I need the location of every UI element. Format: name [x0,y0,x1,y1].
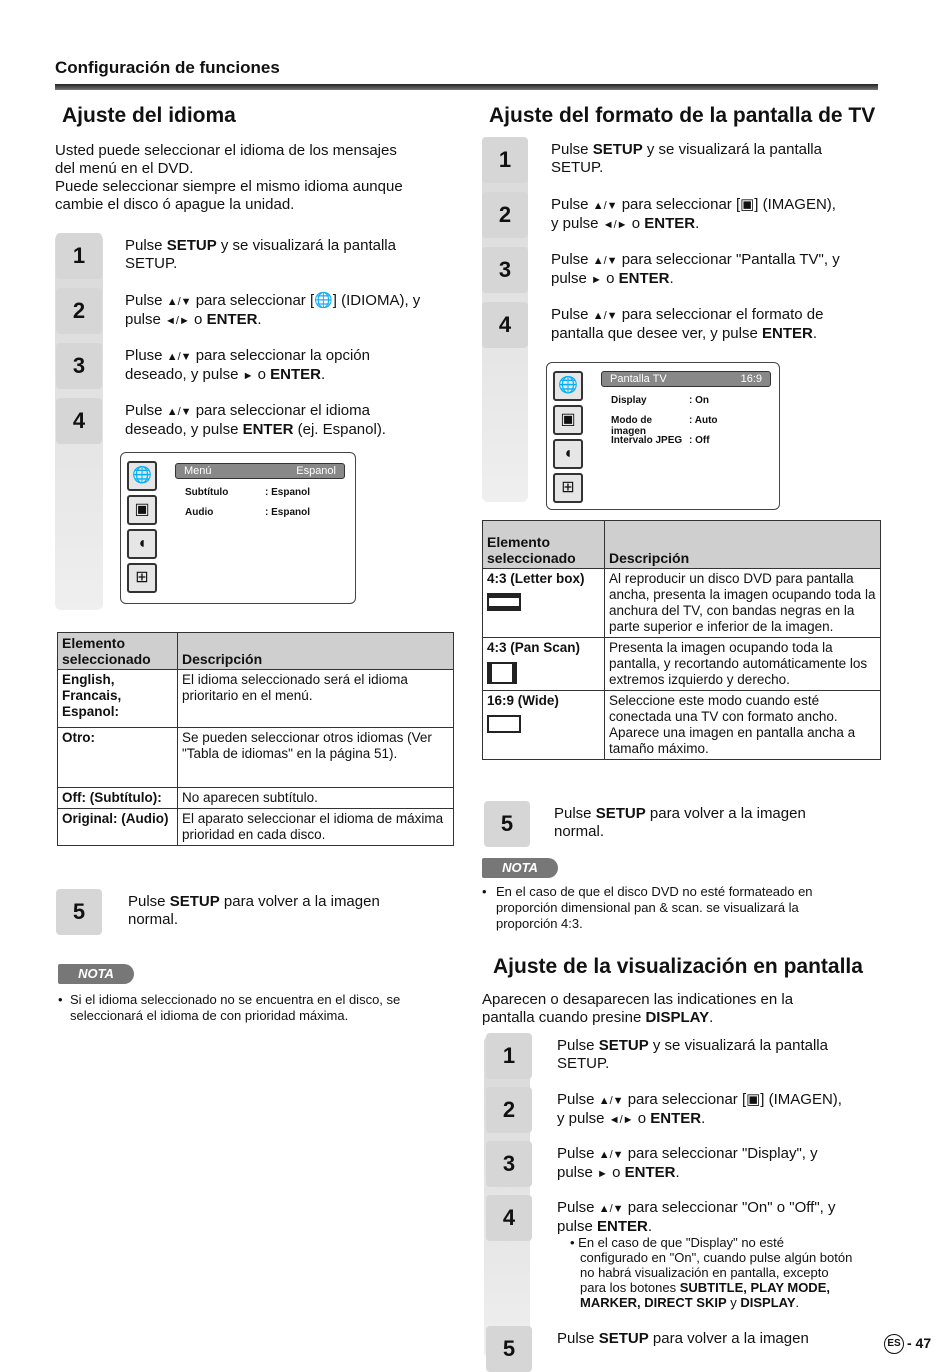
step-number-2: 2 [56,288,102,334]
step-text-4 [125,402,386,439]
step-text-4 [551,306,824,343]
menu-bar-right: Espanol [296,465,336,477]
table-idioma [57,632,454,846]
table-cell [483,569,605,638]
intro-visualizacion [482,991,882,1027]
step-text-5 [557,1330,809,1348]
step-text-2 [557,1091,842,1129]
menu-row-label: Audio [185,507,214,518]
display-sub-note [570,1235,900,1310]
step-text-1 [551,141,822,177]
step-line: deseado, y pulse ► o ENTER. [125,366,326,383]
step-line: SETUP. [557,1055,610,1072]
globe-icon: 🌐 [127,461,157,491]
step-line: Pulse SETUP y se visualizará la pantalla [125,237,396,254]
step-number-3: 3 [486,1141,532,1187]
step-line: Pulse ▲/▼ para seleccionar el idioma [125,402,370,419]
menu-row [185,507,310,518]
step-line: normal. [128,911,179,928]
step-number-5: 5 [56,889,102,935]
step-number-5: 5 [486,1326,532,1372]
table-cell: Se pueden seleccionar otros idiomas (Ver "Tabla de idiomas" en la página 51). [178,728,454,788]
step-number-4: 4 [56,398,102,444]
section-title-idioma: Ajuste del idioma [62,104,236,127]
image-icon: ▣ [553,405,583,435]
note-line: no habrá visualización en pantalla, excepto [580,1265,829,1280]
nota-badge: NOTA [482,858,558,878]
table-row [58,809,454,846]
step-line: Pulse SETUP y se visualizará la pantalla [557,1037,828,1054]
table-cell: Al reproducir un disco DVD para pantalla ancha, presenta la imagen ocupando toda la anchura del TV, con bandas negras en la parte superior e inferior de la imagen. [605,569,881,638]
table-cell-label: 4:3 (Letter box) [487,571,585,586]
note-bullet: • En el caso de que el disco DVD no esté formateado en proporción dimensional pan & scan. se visualizará la proporción 4:3. [482,884,813,931]
step-line: y pulse ◄/► o ENTER. [557,1110,706,1127]
step-line: Pluse ▲/▼ para seleccionar la opción [125,347,370,364]
step-number-1: 1 [56,233,102,279]
menu-screen-idioma [120,452,356,604]
settings-icon: ⊞ [127,563,157,593]
step-text-3 [551,251,840,289]
table-cell [483,638,605,691]
menu-row [611,435,710,446]
table-formato [482,520,881,760]
table-cell: English, Francais, Espanol: [58,670,178,728]
note-line: proporción 4:3. [496,916,583,931]
menu-bar-left: Pantalla TV [610,373,667,385]
table-cell: Presenta la imagen ocupando toda la pantalla, y recortando automáticamente los extremos izquierdo y derecho. [605,638,881,691]
step-number-3: 3 [482,247,528,293]
step-text-1 [557,1037,828,1073]
table-header: Descripción [605,521,881,569]
image-icon: ▣ [127,495,157,525]
table-cell: El idioma seleccionado será el idioma prioritario en el menú. [178,670,454,728]
menu-row-value: : Espanol [265,487,311,498]
menu-bar-right: 16:9 [740,373,762,385]
menu-row [611,395,709,406]
intro-line: del menú en el DVD. [55,160,194,177]
table-row [483,691,881,760]
step-line: Pulse SETUP y se visualizará la pantalla [551,141,822,158]
wide-icon [487,715,600,737]
step-line: Pulse ▲/▼ para seleccionar "Pantalla TV", y [551,251,840,268]
settings-icon: ⊞ [553,473,583,503]
step-number-1: 1 [486,1033,532,1079]
menu-row [611,415,718,437]
note-line: configurado en "On", cuando pulse algún botón [580,1250,853,1265]
step-number-1: 1 [482,137,528,183]
section-title-formato: Ajuste del formato de la pantalla de TV [489,104,876,127]
table-row [483,638,881,691]
nota-badge: NOTA [58,964,134,984]
page-header: Configuración de funciones [55,58,280,77]
step-line: Pulse SETUP para volver a la imagen [557,1330,809,1347]
table-cell: Otro: [58,728,178,788]
step-text-3 [125,347,370,385]
note-line: MARKER, DIRECT SKIP y DISPLAY. [580,1295,800,1310]
menu-row-value: : Espanol [265,507,311,518]
step-line: pantalla que desee ver, y pulse ENTER. [551,325,817,342]
table-header: Descripción [178,633,454,670]
step-text-3 [557,1145,818,1183]
step-text-2 [551,196,836,234]
letterbox-icon [487,593,600,615]
table-header: Elemento seleccionado [58,633,178,670]
step-number-4: 4 [482,302,528,348]
note-idioma [58,992,458,1024]
step-line: Pulse ▲/▼ para seleccionar "Display", y [557,1145,818,1162]
step-line: normal. [554,823,605,840]
table-cell: No aparecen subtítulo. [178,788,454,809]
menu-row-label: Intervalo JPEG [611,435,683,446]
step-line: Pulse ▲/▼ para seleccionar [▣] (IMAGEN), [557,1091,842,1108]
step-line: pulse ◄/► o ENTER. [125,311,262,328]
step-number-2: 2 [482,192,528,238]
step-line: Pulse ▲/▼ para seleccionar [▣] (IMAGEN), [551,196,836,213]
step-line: pulse ► o ENTER. [557,1164,680,1181]
menu-row-value: : On [689,395,709,406]
menu-screen-formato [546,362,780,510]
speaker-icon: ◖ [553,439,583,469]
step-line: Pulse ▲/▼ para seleccionar el formato de [551,306,824,323]
intro-line: pantalla cuando presine DISPLAY. [482,1009,714,1026]
intro-line: Puede seleccionar siempre el mismo idioma aunque [55,178,403,195]
note-line: Si el idioma seleccionado no se encuentra en el disco, se [70,992,401,1007]
panscan-icon [487,662,600,688]
menu-row-label: Modo de imagen [611,415,653,437]
table-row [58,670,454,728]
note-line: para los botones SUBTITLE, PLAY MODE, [580,1280,830,1295]
note-line: • En el caso de que "Display" no esté [570,1235,784,1250]
step-text-2 [125,292,420,330]
menu-row-label: Subtítulo [185,487,229,498]
step-line: Pulse SETUP para volver a la imagen [554,805,806,822]
menu-row-value: : Auto [689,415,718,426]
globe-icon: 🌐 [553,371,583,401]
step-line: SETUP. [125,255,178,272]
intro-line: Usted puede seleccionar el idioma de los mensajes [55,142,397,159]
intro-line: cambie el disco ó apague la unidad. [55,196,295,213]
step-text-1 [125,237,396,273]
table-row [58,788,454,809]
menu-bar-left: Menú [184,465,212,477]
table-cell-label: 16:9 (Wide) [487,693,559,708]
table-cell [483,691,605,760]
table-row [58,728,454,788]
page-number: - 47 [907,1335,932,1351]
intro-idioma [55,142,455,214]
step-line: SETUP. [551,159,604,176]
menu-row-label: Display [611,395,647,406]
table-header: Elemento seleccionado [483,521,605,569]
note-formato [482,884,882,932]
note-line: proporción dimensional pan & scan. se visualizará la [496,900,799,915]
table-cell: El aparato seleccionar el idioma de máxima prioridad en cada disco. [178,809,454,846]
menu-row-value: : Off [689,435,710,446]
step-line: Pulse ▲/▼ para seleccionar [🌐] (IDIOMA), y [125,292,421,309]
menu-title-bar [175,463,345,479]
step-line: pulse ► o ENTER. [551,270,674,287]
step-line: y pulse ◄/► o ENTER. [551,215,700,232]
step-text-5 [128,893,380,929]
step-line: pulse ENTER. [557,1218,653,1235]
step-line: Pulse ▲/▼ para seleccionar "On" o "Off", y [557,1199,836,1216]
table-cell: Original: (Audio) [58,809,178,846]
header-rule [55,84,878,90]
intro-line: Aparecen o desaparecen las indicationes en la [482,991,794,1008]
step-text-4 [557,1199,836,1236]
menu-title-bar [601,371,771,387]
note-bullet: • Si el idioma seleccionado no se encuentra en el disco, se seleccionará el idioma de con prioridad máxima. [58,992,401,1023]
step-number-3: 3 [56,343,102,389]
step-number-4: 4 [486,1195,532,1241]
table-row [483,569,881,638]
section-title-visualizacion: Ajuste de la visualización en pantalla [493,955,863,978]
step-text-5 [554,805,806,841]
menu-row [185,487,310,498]
step-number-5: 5 [484,801,530,847]
speaker-icon: ◖ [127,529,157,559]
table-cell: Off: (Subtítulo): [58,788,178,809]
table-cell: Seleccione este modo cuando esté conectada una TV con formato ancho. Aparece una imagen en pantalla ancha a tamaño máximo. [605,691,881,760]
step-line: Pulse SETUP para volver a la imagen [128,893,380,910]
step-line: deseado, y pulse ENTER (ej. Espanol). [125,421,386,438]
note-line: seleccionará el idioma de con prioridad máxima. [70,1008,349,1023]
step-number-2: 2 [486,1087,532,1133]
table-cell-label: 4:3 (Pan Scan) [487,640,581,655]
note-line: En el caso de que el disco DVD no esté formateado en [496,884,813,899]
language-badge: ES [884,1334,904,1354]
